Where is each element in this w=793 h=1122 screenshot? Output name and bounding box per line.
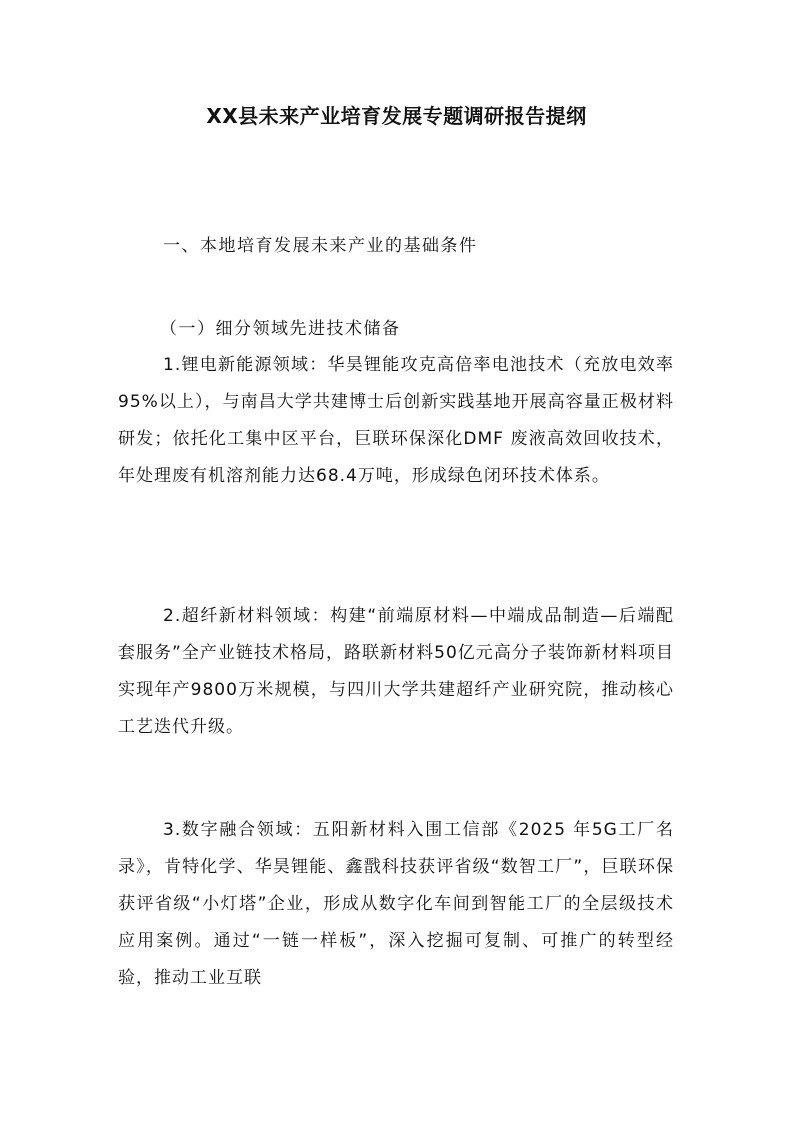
subsection-heading: （一）细分领域先进技术储备 (160, 319, 401, 339)
paragraph-microfiber: 2.超纤新材料领域：构建“前端原材料—中端成品制造—后端配套服务”全产业链技术格局，路联新材料50亿元高分子装饰新材料项目实现年产9800万米规模，与四川大学共建超纤产业研究院，推动核心工艺迭代升级。 (118, 606, 674, 737)
section-heading: 一、本地培育发展未来产业的基础条件 (163, 236, 478, 256)
paragraph-lithium: 1.锂电新能源领域：华昊锂能攻克高倍率电池技术（充放电效率95%以上），与南昌大学共建博士后创新实践基地开展高容量正极材料研发；依托化工集中区平台，巨联环保深化DMF 废液高效回收技术，年处理废有机溶剂能力达68.4万吨，形成绿色闭环技术体系。 (118, 355, 674, 486)
paragraph-digital: 3.数字融合领域：五阳新材料入围工信部《2025 年5G工厂名录》，肯特化学、华昊锂能、鑫戬科技获评省级“数智工厂”，巨联环保获评省级“小灯塔”企业，形成从数字化车间到智能工厂的全层级技术应用案例。通过“一链一样板”，深入挖掘可复制、可推广的转型经验，推动工业互联 (118, 820, 674, 988)
document-title: XX县未来产业培育发展专题调研报告提纲 (206, 104, 587, 128)
